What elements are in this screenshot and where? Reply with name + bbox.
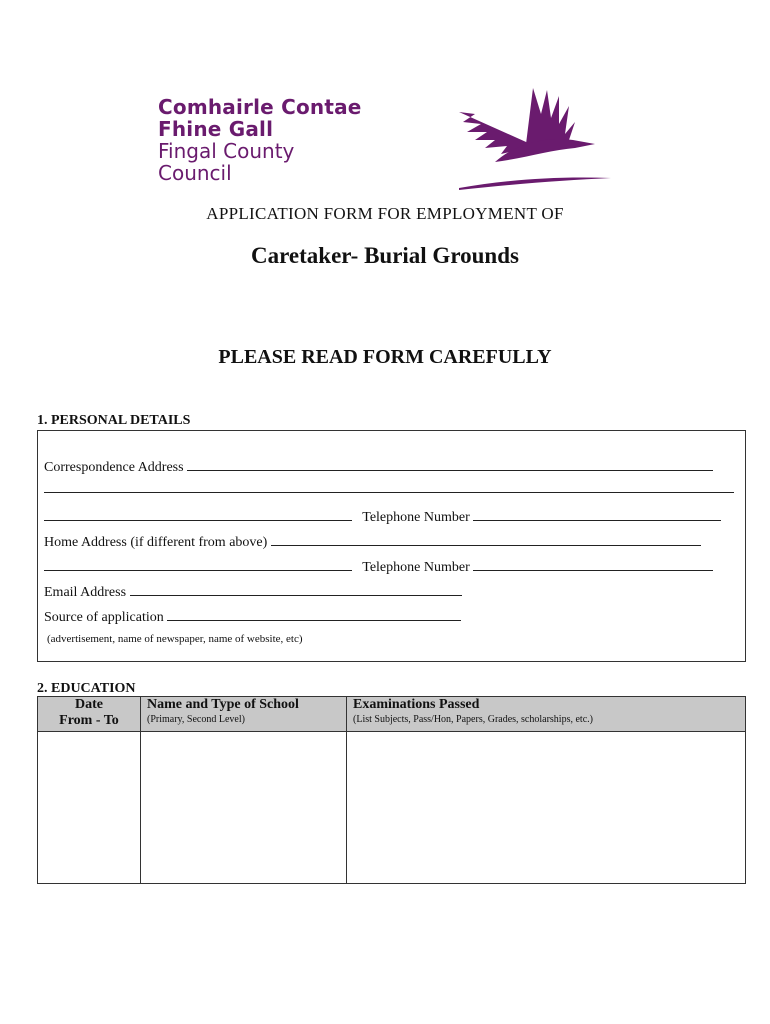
exams-header-title: Examinations Passed: [353, 697, 480, 712]
read-carefully-note: PLEASE READ FORM CAREFULLY: [218, 346, 552, 368]
education-heading: 2. EDUCATION: [37, 681, 136, 696]
school-cell[interactable]: [141, 732, 347, 884]
application-title: APPLICATION FORM FOR EMPLOYMENT OF: [206, 204, 564, 223]
personal-details-heading: 1. PERSONAL DETAILS: [37, 413, 191, 428]
date-column-header: [38, 697, 141, 732]
telephone-field[interactable]: [473, 507, 721, 521]
correspondence-address-line-2[interactable]: [44, 479, 734, 493]
education-entry-row: [38, 732, 746, 884]
email-label: Email Address: [44, 585, 127, 600]
job-title: Caretaker- Burial Grounds: [251, 243, 519, 268]
logo-line-1: Comhairle Contae: [158, 95, 362, 119]
school-header-title: Name and Type of School: [147, 697, 299, 712]
correspondence-address-label: Correspondence Address: [44, 460, 184, 475]
correspondence-address-line-3[interactable]: [44, 507, 352, 521]
personal-details-box: [37, 430, 746, 662]
home-address-label: Home Address (if different from above): [44, 535, 268, 550]
date-cell[interactable]: [38, 732, 141, 884]
date-header-line-2: From - To: [59, 713, 119, 728]
bird-logo-icon: [455, 84, 615, 194]
correspondence-address-field[interactable]: [187, 457, 713, 471]
exams-header-hint: (List Subjects, Pass/Hon, Papers, Grades, scholarships, etc.): [353, 714, 593, 725]
school-header-hint: (Primary, Second Level): [147, 714, 245, 725]
logo-line-2: Fhine Gall: [158, 117, 274, 141]
education-table: [37, 696, 746, 884]
telephone-field-2[interactable]: [473, 557, 713, 571]
date-header-line-1: Date: [75, 697, 103, 712]
telephone-label-2: Telephone Number: [362, 560, 470, 575]
logo-line-3: Fingal County: [158, 139, 295, 163]
source-hint: (advertisement, name of newspaper, name of website, etc): [47, 633, 303, 645]
logo-line-4: Council: [158, 161, 232, 185]
exams-column-header: [347, 697, 746, 732]
education-header-row: [38, 697, 746, 732]
home-address-line-2[interactable]: [44, 557, 352, 571]
source-field[interactable]: [167, 607, 461, 621]
school-column-header: [141, 697, 347, 732]
email-field[interactable]: [130, 582, 462, 596]
telephone-label: Telephone Number: [362, 510, 470, 525]
source-label: Source of application: [44, 610, 164, 625]
home-address-field[interactable]: [271, 532, 701, 546]
exams-cell[interactable]: [347, 732, 746, 884]
council-logo-text: [158, 96, 362, 184]
